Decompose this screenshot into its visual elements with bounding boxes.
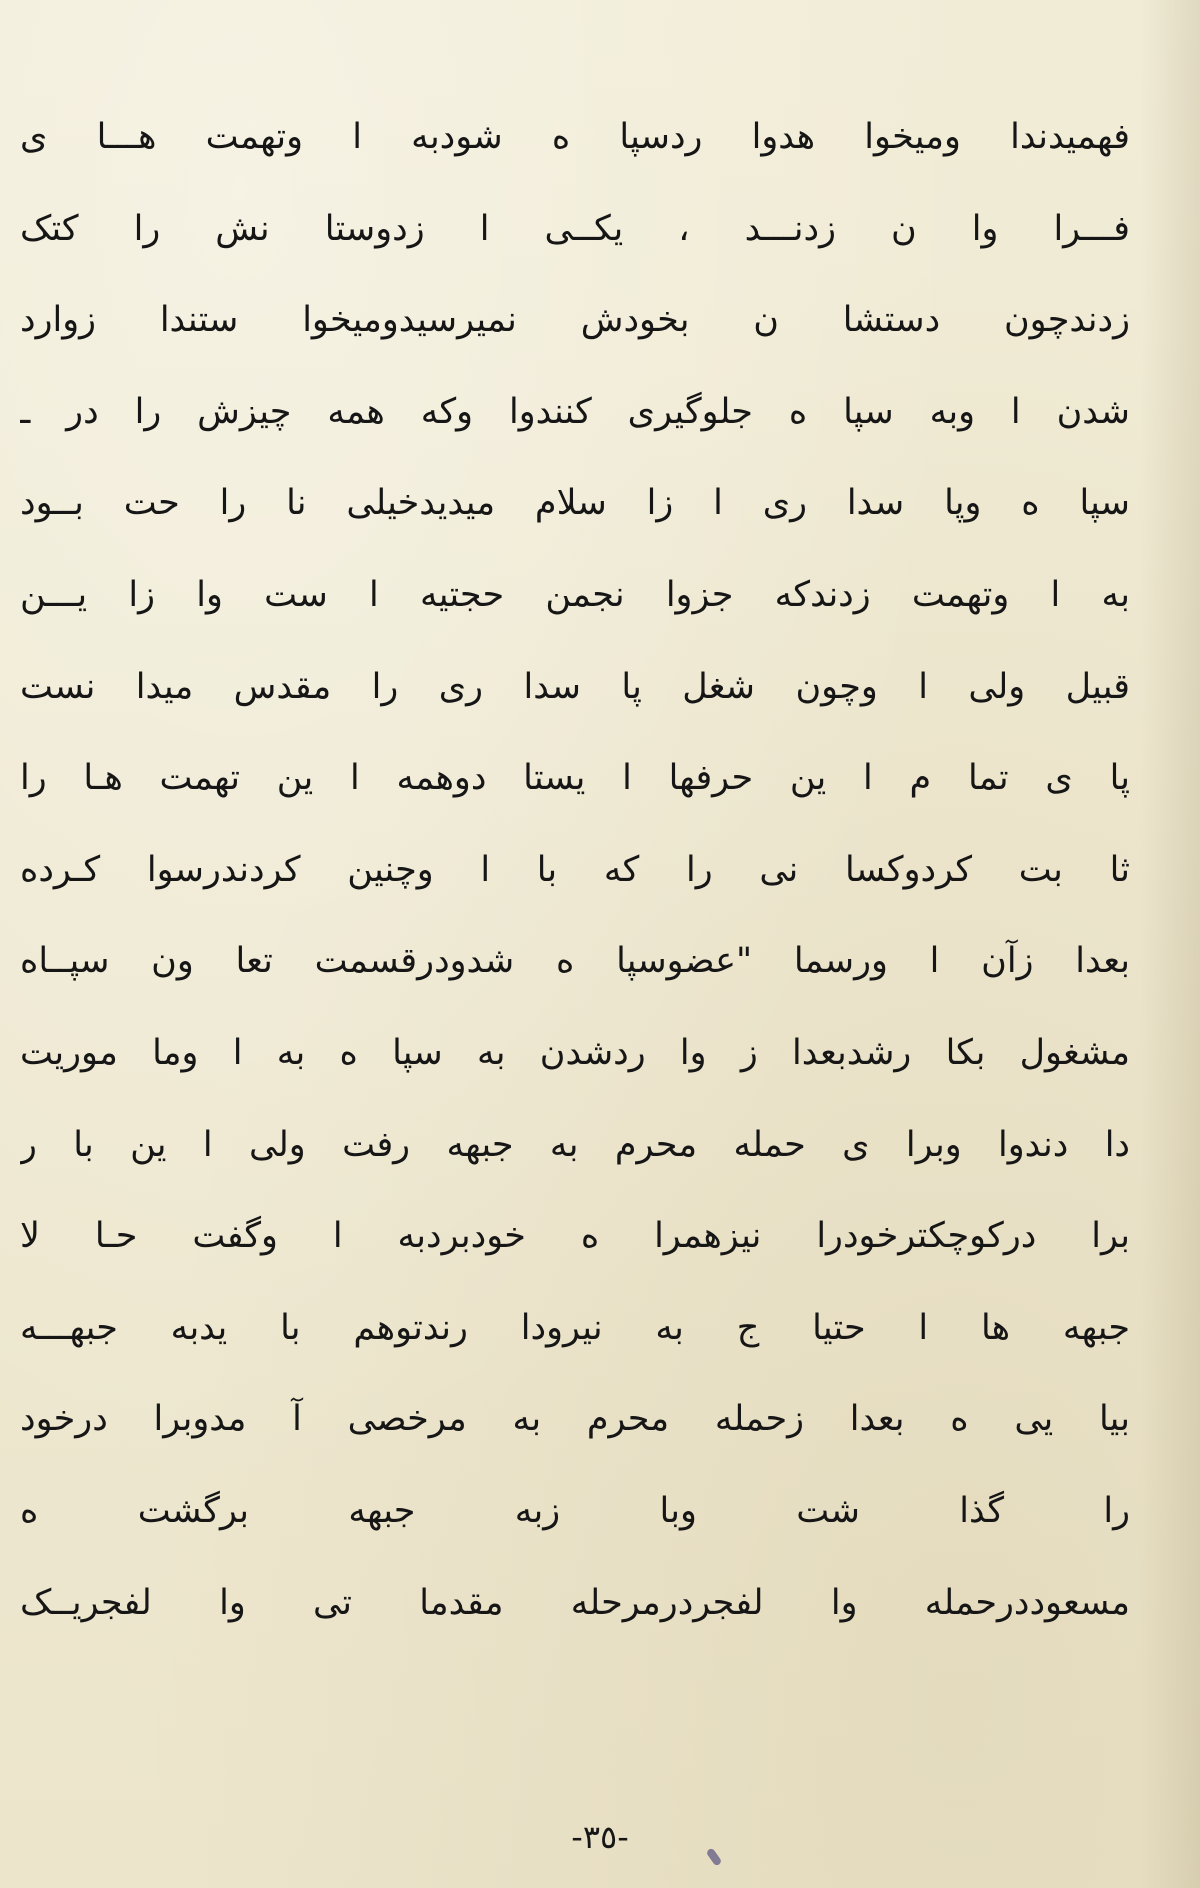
- text-line: مشغول بکا رشدبعدا ز وا ردشدن به سپا ه به ا وما موریت: [20, 1032, 1130, 1073]
- text-line: بعدا زآن ا ورسما "عضوسپا ه شدودرقسمت تعا ون سپــاه: [20, 941, 1130, 982]
- text-line: را گذا شت وبا زبه جبهه برگشت ه: [20, 1490, 1130, 1531]
- text-line: به ا وتهمت زدندکه جزوا نجمن حجتیه ا ست وا زا یـــن: [20, 574, 1130, 615]
- page-number: -۳٥-: [571, 1818, 629, 1856]
- text-line: قبیل ولی ا وچون شغل پا سدا ری را مقدس میدا نست: [20, 666, 1130, 707]
- text-line: فـــرا وا ن زدنـــد ، یکــی ا زدوستا نش را کتک: [20, 208, 1130, 249]
- text-line: شدن ا وبه سپا ه جلوگیری کنندوا وکه همه چیزش را در ـ: [20, 391, 1130, 432]
- text-line: برا درکوچکترخودرا نیزهمرا ه خودبردبه ا وگفت حـا لا: [20, 1216, 1130, 1257]
- text-line: بیا یی ه بعدا زحمله محرم به مرخصی آ مدوبرا درخود: [20, 1399, 1130, 1440]
- text-line: دا دندوا وبرا ی حمله محرم به جبهه رفت ولی ا ین با ر: [20, 1124, 1130, 1165]
- text-line: ثا بت کردوکسا نی را که با ا وچنین کردندرسوا کـرده: [20, 849, 1130, 890]
- text-line: زدندچون دستشا ن بخودش نمیرسیدومیخوا ستندا زوارد: [20, 300, 1130, 341]
- text-line: سپا ه وپا سدا ری ا زا سلام میدیدخیلی نا را حت بــود: [20, 483, 1130, 524]
- text-line: پا ی تما م ا ین حرفها ا یستا دوهمه ا ین تهمت هـا را: [20, 758, 1130, 799]
- text-line: مسعوددرحمله وا لفجردرمرحله مقدما تی وا لفجریــک: [20, 1582, 1130, 1623]
- text-line: جبهه ها ا حتیا ج به نیرودا رندتوهم با یدبه جبهـــه: [20, 1307, 1130, 1348]
- body-text: [20, 92, 1130, 1649]
- text-line: فهمیدندا ومیخوا هدوا ردسپا ه شودبه ا وتهمت هـــا ی: [20, 117, 1130, 157]
